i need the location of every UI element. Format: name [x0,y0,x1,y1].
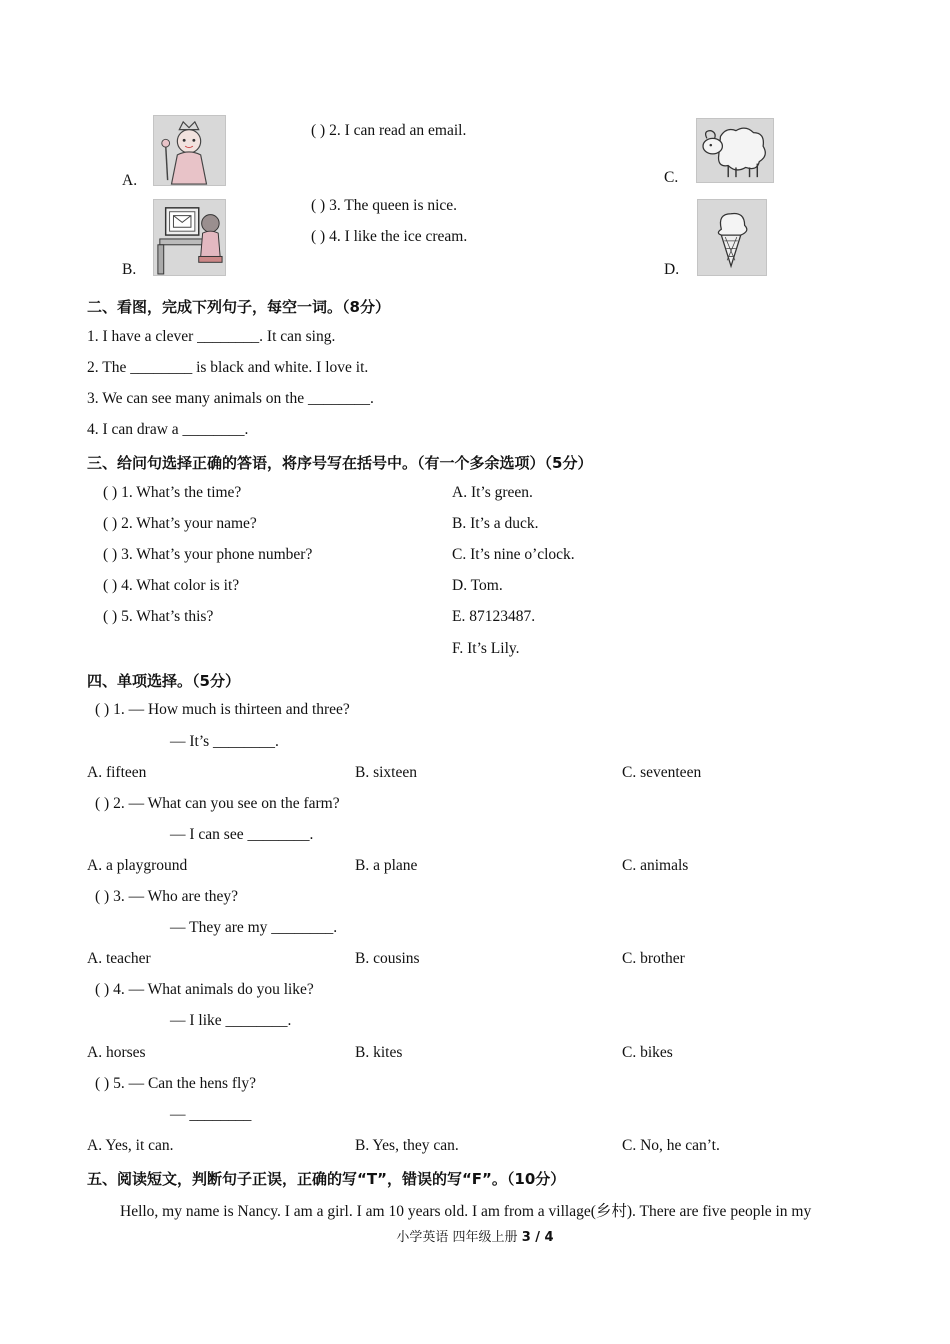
match-item-3: ( ) 3. The queen is nice. [311,197,458,214]
option-label-b: B. [122,261,137,278]
section-3-answer-b: B. It’s a duck. [452,515,539,532]
section-3-question-3: ( ) 3. What’s your phone number? [103,546,313,563]
ice-cream-picture [697,199,767,276]
page-number: 3 / 4 [521,1230,554,1245]
section-4-heading: 四、单项选择。（5分） [87,672,240,690]
section-3-question-2: ( ) 2. What’s your name? [103,515,257,532]
match-item-4: ( ) 4. I like the ice cream. [311,228,468,245]
section-4-q4-option-a: A. horses [87,1044,146,1061]
section-3-answer-e: E. 87123487. [452,608,536,625]
section-4-q2-option-b: B. a plane [355,857,418,874]
section-4-q4-option-b: B. kites [355,1044,403,1061]
option-label-c: C. [664,169,679,186]
section-3-answer-c: C. It’s nine o’clock. [452,546,575,563]
section-2-item-3: 3. We can see many animals on the ________. [87,390,374,407]
section-4-q2-option-c: C. animals [622,857,689,874]
section-4-reply-5: — ________ [170,1106,252,1123]
section-3-question-5: ( ) 5. What’s this? [103,608,214,625]
section-4-q3-option-a: A. teacher [87,950,151,967]
section-3-answer-d: D. Tom. [452,577,503,594]
section-2-item-4: 4. I can draw a ________. [87,421,249,438]
match-item-2: ( ) 2. I can read an email. [311,122,467,139]
section-4-q5-option-b: B. Yes, they can. [355,1137,459,1154]
section-4-q3-option-b: B. cousins [355,950,420,967]
section-2-heading: 二、看图，完成下列句子，每空一词。（8分） [87,298,390,316]
section-4-q1-option-a: A. fifteen [87,764,147,781]
section-3-answer-f: F. It’s Lily. [452,640,520,657]
page-footer [0,1226,950,1245]
section-4-reply-4: — I like ________. [170,1012,292,1029]
section-3-question-4: ( ) 4. What color is it? [103,577,240,594]
section-4-question-5: ( ) 5. — Can the hens fly? [95,1075,256,1092]
section-4-q5-option-a: A. Yes, it can. [87,1137,174,1154]
section-4-question-3: ( ) 3. — Who are they? [95,888,239,905]
section-4-q2-option-a: A. a playground [87,857,188,874]
computer-email-picture [153,199,226,276]
section-2-item-2: 2. The ________ is black and white. I love it. [87,359,369,376]
section-4-q1-option-c: C. seventeen [622,764,702,781]
section-4-reply-2: — I can see ________. [170,826,314,843]
section-3-answer-a: A. It’s green. [452,484,533,501]
section-3-question-1: ( ) 1. What’s the time? [103,484,242,501]
section-4-q1-option-b: B. sixteen [355,764,417,781]
section-4-q4-option-c: C. bikes [622,1044,673,1061]
section-4-question-2: ( ) 2. — What can you see on the farm? [95,795,340,812]
section-3-heading: 三、给问句选择正确的答语，将序号写在括号中。（有一个多余选项）（5分） [87,454,593,472]
option-label-a: A. [122,172,138,189]
sheep-picture [696,118,774,183]
option-label-d: D. [664,261,680,278]
section-4-q5-option-c: C. No, he can’t. [622,1137,720,1154]
reading-passage: Hello, my name is Nancy. I am a girl. I am 10 years old. I am from a village(乡村). There are five people in my [120,1203,812,1220]
section-4-reply-3: — They are my ________. [170,919,338,936]
footer-text: 小学英语 四年级上册 [396,1230,522,1245]
section-4-q3-option-c: C. brother [622,950,685,967]
section-4-question-4: ( ) 4. — What animals do you like? [95,981,314,998]
section-2-item-1: 1. I have a clever ________. It can sing. [87,328,336,345]
section-4-question-1: ( ) 1. — How much is thirteen and three? [95,701,350,718]
section-5-heading: 五、阅读短文，判断句子正误，正确的写“T”，错误的写“F”。（10分） [87,1170,566,1188]
section-4-reply-1: — It’s ________. [170,733,279,750]
queen-picture [153,115,226,186]
